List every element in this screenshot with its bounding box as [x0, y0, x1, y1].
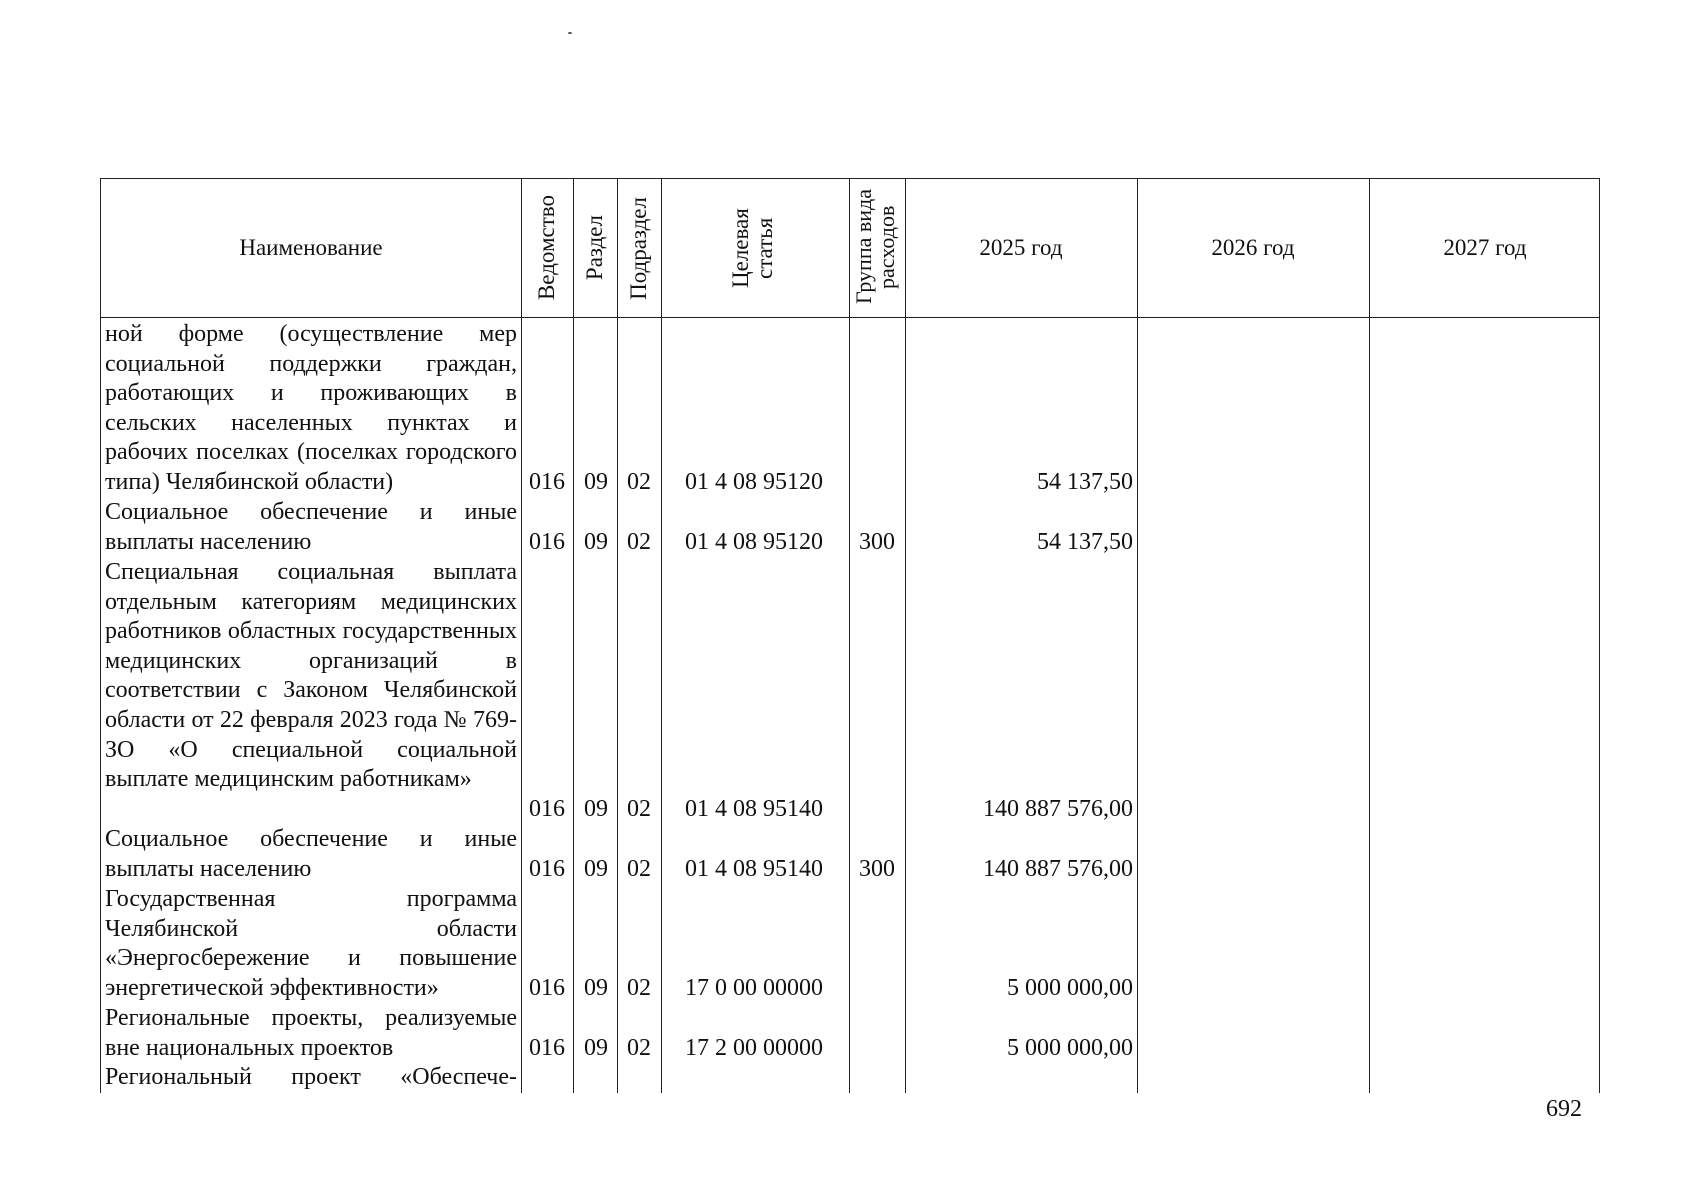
row-name: Государственная программа Челябинской области «Энергосбережение и повышение энергетической эффективности»: [105, 886, 517, 1001]
row-podrazdel: 02: [627, 796, 651, 822]
header-2026-label: 2026 год: [1211, 235, 1295, 260]
header-name: [101, 179, 521, 317]
header-2025-label: 2025 год: [979, 235, 1063, 260]
row-podrazdel: 02: [627, 529, 651, 555]
header-celevaya-label: Целевая статья: [728, 208, 777, 288]
row-razdel: 09: [584, 975, 608, 1001]
header-gruppa: [849, 179, 905, 317]
header-podrazdel-label: Подраздел: [626, 196, 651, 300]
row-vedomstvo: 016: [529, 529, 565, 555]
row-name: Региональные проекты, реализуемые вне национальных проектов: [105, 1005, 517, 1061]
page-number: 692: [1546, 1096, 1582, 1122]
row-2025: 54 137,50: [1037, 529, 1133, 555]
header-2025: [905, 179, 1137, 317]
header-2027: [1369, 179, 1601, 317]
row-2025: 5 000 000,00: [1007, 975, 1133, 1001]
row-podrazdel: 02: [627, 469, 651, 495]
row-name: ной форме (осуществление мер социальной поддержки граждан, работающих и проживающих в сельских населенных пунктах и рабочих поселках (поселках городского типа) Челябинской области): [105, 321, 517, 495]
row-vedomstvo: 016: [529, 1035, 565, 1061]
row-name: Социальное обеспечение и иные выплаты населению: [105, 499, 517, 555]
budget-table: [100, 178, 1600, 1093]
row-gruppa: 300: [859, 529, 895, 555]
header-razdel-label: Раздел: [582, 215, 607, 281]
row-2025: 140 887 576,00: [983, 856, 1133, 882]
row-celevaya: 17 2 00 00000: [685, 1035, 823, 1061]
row-name: Региональный проект «Обеспече-: [105, 1064, 517, 1090]
row-razdel: 09: [584, 796, 608, 822]
row-razdel: 09: [584, 529, 608, 555]
header-podrazdel: [617, 179, 661, 317]
row-2025: 5 000 000,00: [1007, 1035, 1133, 1061]
row-razdel: 09: [584, 469, 608, 495]
row-name: Социальное обеспечение и иные выплаты населению: [105, 826, 517, 882]
row-podrazdel: 02: [627, 856, 651, 882]
header-celevaya: [661, 179, 849, 317]
row-2025: 54 137,50: [1037, 469, 1133, 495]
scan-speck: [568, 32, 572, 34]
header-vedomstvo-label: Ведомство: [534, 195, 559, 301]
header-vedomstvo: [521, 179, 573, 317]
row-vedomstvo: 016: [529, 975, 565, 1001]
row-vedomstvo: 016: [529, 796, 565, 822]
row-celevaya: 01 4 08 95120: [685, 529, 823, 555]
header-2026: [1137, 179, 1369, 317]
row-name: Специальная социальная выплата отдельным категориям медицинских работников областных государственных медицинских организаций в соответствии с Законом Челябинской области от 22 февраля 2023 года № 769-ЗО «О специальной социальной выплате медицинским работникам»: [105, 559, 517, 793]
row-celevaya: 01 4 08 95120: [685, 469, 823, 495]
row-podrazdel: 02: [627, 1035, 651, 1061]
row-celevaya: 01 4 08 95140: [685, 856, 823, 882]
header-gruppa-label: Группа вида расходов: [851, 189, 899, 305]
row-celevaya: 17 0 00 00000: [685, 975, 823, 1001]
row-2025: 140 887 576,00: [983, 796, 1133, 822]
row-gruppa: 300: [859, 856, 895, 882]
row-celevaya: 01 4 08 95140: [685, 796, 823, 822]
row-vedomstvo: 016: [529, 856, 565, 882]
row-razdel: 09: [584, 856, 608, 882]
row-vedomstvo: 016: [529, 469, 565, 495]
row-razdel: 09: [584, 1035, 608, 1061]
header-razdel: [573, 179, 617, 317]
row-podrazdel: 02: [627, 975, 651, 1001]
header-name-label: Наименование: [239, 235, 383, 260]
header-bottom-border: [101, 317, 1599, 318]
header-2027-label: 2027 год: [1443, 235, 1527, 260]
